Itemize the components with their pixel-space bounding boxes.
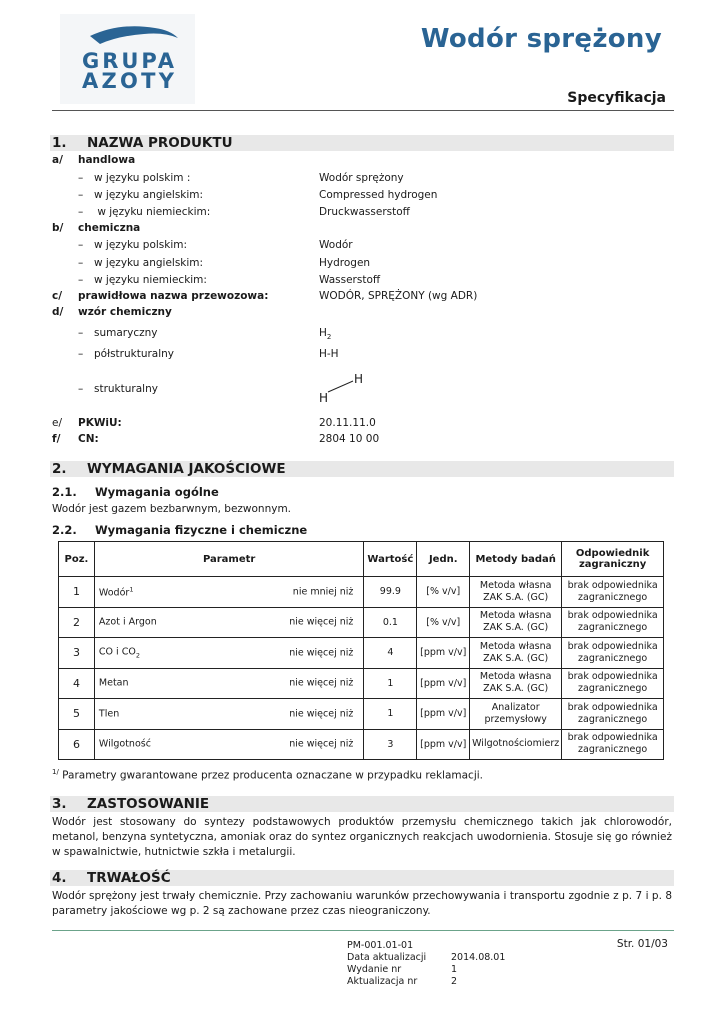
column-header: Poz.	[59, 542, 95, 577]
parameter-condition: nie więcej niż	[289, 616, 354, 628]
table-row	[59, 638, 664, 669]
structural-formula	[318, 370, 368, 406]
subsection-title: Wymagania fizyczne i chemiczne	[95, 523, 308, 537]
cell-method: Metoda własna ZAK S.A. (GC)	[470, 607, 562, 638]
cell-equivalent: brak odpowiednika zagranicznego	[562, 668, 664, 699]
item-marker: e/	[52, 417, 62, 429]
item-label: PKWiU:	[78, 417, 122, 429]
cell-parameter	[94, 638, 363, 669]
subsection-2-2-heading	[52, 523, 452, 538]
cell-value: 0.1	[364, 607, 417, 638]
column-header: Wartość	[364, 542, 417, 577]
table-header-row	[59, 542, 664, 577]
cell-equivalent: brak odpowiednika zagranicznego	[562, 638, 664, 669]
cell-method: Metoda własna ZAK S.A. (GC)	[470, 668, 562, 699]
cell-unit: [% v/v]	[417, 577, 470, 608]
parameter-name: Azot i Argon	[98, 616, 157, 628]
section-title: TRWAŁOŚĆ	[87, 870, 171, 886]
parameter-condition: nie więcej niż	[289, 738, 354, 750]
section-number: 2.	[52, 461, 67, 477]
section-3-heading	[50, 796, 674, 812]
table-row	[59, 729, 664, 760]
parameter-name: Wodór	[98, 587, 130, 599]
footer-value: 2	[451, 976, 458, 987]
cell-equivalent: brak odpowiednika zagranicznego	[562, 607, 664, 638]
column-header: Parametr	[94, 542, 363, 577]
subsection-number: 2.2.	[52, 523, 77, 537]
section-2-heading	[50, 461, 674, 477]
cell-parameter	[94, 577, 363, 608]
cell-method: Wilgotnościomierz	[470, 729, 562, 760]
footer-value: 2014.08.01	[451, 952, 506, 963]
item-label: półstrukturalny	[94, 348, 175, 360]
item-label: sumaryczny	[94, 327, 158, 339]
item-label: w języku polskim:	[94, 239, 188, 251]
cell-parameter	[94, 729, 363, 760]
subsection-2-1-heading	[52, 485, 452, 500]
item-value: 2804 10 00	[319, 433, 380, 445]
section-1-heading	[50, 135, 674, 151]
parameter-name: Metan	[98, 677, 129, 689]
column-header: Metody badań	[470, 542, 562, 577]
item-value: 20.11.11.0	[319, 417, 376, 429]
item-label: w języku angielskim:	[94, 189, 204, 201]
cell-parameter	[94, 699, 363, 730]
cell-poz: 5	[59, 699, 95, 730]
cell-equivalent: brak odpowiednika zagranicznego	[562, 577, 664, 608]
document-subtitle: Specyfikacja	[567, 90, 666, 106]
section-number: 4.	[52, 870, 67, 886]
bond-line	[318, 370, 368, 406]
section-number: 3.	[52, 796, 67, 812]
cell-equivalent: brak odpowiednika zagranicznego	[562, 699, 664, 730]
general-requirements-text: Wodór jest gazem bezbarwnym, bezwonnym.	[52, 503, 292, 515]
cell-poz: 2	[59, 607, 95, 638]
footnote-text: Parametry gwarantowane przez producenta oznaczane w przypadku reklamacji.	[62, 769, 483, 782]
item-value: Wasserstoff	[319, 274, 381, 286]
item-value: Hydrogen	[319, 257, 371, 269]
item-label: wzór chemiczny	[78, 306, 172, 318]
cell-parameter	[94, 607, 363, 638]
item-label: handlowa	[78, 154, 136, 166]
subsection-title: Wymagania ogólne	[95, 485, 219, 499]
application-text: Wodór jest stosowany do syntezy podstawowych produktów przemysłu chemicznego takich jak chlorowodór, metanol, benzyna syntetyczna, amoniak oraz do syntez organicznych reakcjach uwodornienia. Stosuje się go również w spawalnictwie, hutnictwie szkła i metalurgii.	[52, 816, 672, 858]
item-label: w języku niemieckim:	[94, 206, 211, 218]
item-value: H-H	[319, 348, 339, 360]
item-value: WODÓR, SPRĘŻONY (wg ADR)	[319, 290, 478, 302]
item-marker: a/	[52, 154, 63, 166]
section-4-heading	[50, 870, 674, 886]
cell-unit: [ppm v/v]	[417, 668, 470, 699]
page-number: Str. 01/03	[616, 938, 668, 950]
parameter-condition: nie mniej niż	[292, 586, 354, 598]
item-value: Druckwasserstoff	[319, 206, 410, 218]
atom-label: H	[319, 391, 329, 405]
parameter-condition: nie więcej niż	[289, 677, 354, 689]
section-title: WYMAGANIA JAKOŚCIOWE	[87, 461, 286, 477]
logo-text-grupa: GRUPA	[82, 49, 174, 73]
requirements-table	[58, 541, 664, 760]
footnote-mark: 1/	[52, 768, 59, 776]
footer-divider	[52, 930, 674, 931]
cell-value: 1	[364, 699, 417, 730]
footer-label: Data aktualizacji	[347, 952, 427, 963]
cell-poz: 3	[59, 638, 95, 669]
company-logo	[60, 14, 195, 104]
cell-method: Analizator przemysłowy	[470, 699, 562, 730]
item-label: strukturalny	[94, 383, 158, 395]
table-row	[59, 668, 664, 699]
cell-unit: [ppm v/v]	[417, 729, 470, 760]
footer-label: Aktualizacja nr	[347, 976, 418, 987]
logo-swoosh	[90, 26, 178, 44]
item-marker: d/	[52, 306, 64, 318]
column-header: Odpowiednik zagraniczny	[562, 542, 664, 577]
cell-unit: [% v/v]	[417, 607, 470, 638]
item-label: prawidłowa nazwa przewozowa:	[78, 290, 269, 302]
parameter-name: Tlen	[98, 708, 120, 720]
item-value: Wodór	[319, 239, 353, 251]
cell-poz: 1	[59, 577, 95, 608]
item-label: w języku polskim :	[94, 172, 191, 184]
footer-row	[347, 976, 547, 989]
item-value: Compressed hydrogen	[319, 189, 438, 201]
section-number: 1.	[52, 135, 67, 151]
column-header: Jedn.	[417, 542, 470, 577]
formula-summary: $H_2$	[319, 327, 332, 342]
logo-text-azoty: AZOTY	[82, 69, 174, 93]
item-marker: c/	[52, 290, 63, 302]
cell-value: 4	[364, 638, 417, 669]
cell-value: 1	[364, 668, 417, 699]
table-row	[59, 577, 664, 608]
footer-value: 1	[451, 964, 458, 975]
parameter-condition: nie więcej niż	[289, 708, 354, 720]
item-label: w języku angielskim:	[94, 257, 204, 269]
cell-equivalent: brak odpowiednika zagranicznego	[562, 729, 664, 760]
item-label: chemiczna	[78, 222, 141, 234]
parameter-sup: 1	[129, 585, 134, 594]
item-marker: b/	[52, 222, 64, 234]
parameter-sub: 2	[135, 651, 140, 660]
parameter-name: Wilgotność	[98, 738, 151, 750]
item-label: w języku niemieckim:	[94, 274, 207, 286]
cell-method: Metoda własna ZAK S.A. (GC)	[470, 638, 562, 669]
section-title: NAZWA PRODUKTU	[87, 135, 233, 151]
parameter-name: CO i CO	[98, 646, 136, 658]
cell-poz: 6	[59, 729, 95, 760]
item-value: Wodór sprężony	[319, 172, 404, 184]
document-code: PM-001.01-01	[347, 940, 414, 951]
item-marker: f/	[52, 433, 61, 445]
table-row	[59, 607, 664, 638]
cell-unit: [ppm v/v]	[417, 638, 470, 669]
section-title: ZASTOSOWANIE	[87, 796, 210, 812]
document-title: Wodór sprężony	[420, 24, 662, 54]
parameter-condition: nie więcej niż	[289, 647, 354, 659]
cell-value: 3	[364, 729, 417, 760]
cell-method: Metoda własna ZAK S.A. (GC)	[470, 577, 562, 608]
item-label: CN:	[78, 433, 99, 445]
atom-label: H	[354, 372, 364, 386]
footer-label: Wydanie nr	[347, 964, 402, 975]
cell-value: 99.9	[364, 577, 417, 608]
table-row	[59, 699, 664, 730]
stability-text: Wodór sprężony jest trwały chemicznie. Przy zachowaniu warunków przechowywania i transportu zgodnie z p. 7 i p. 8 parametry jakościowe wg p. 2 są zachowane przez czas nieograniczony.	[52, 890, 672, 917]
cell-parameter	[94, 668, 363, 699]
header-divider	[52, 110, 674, 111]
cell-poz: 4	[59, 668, 95, 699]
subsection-number: 2.1.	[52, 485, 77, 499]
table-footnote	[52, 768, 483, 782]
cell-unit: [ppm v/v]	[417, 699, 470, 730]
